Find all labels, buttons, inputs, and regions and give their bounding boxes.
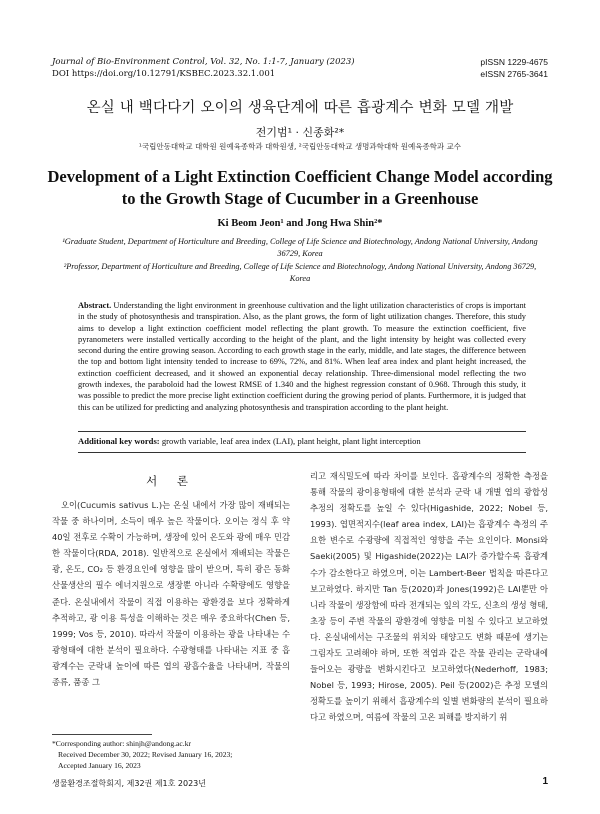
body-column-left — [52, 497, 290, 729]
introduction-heading: 서 론 — [146, 474, 196, 488]
keywords — [78, 436, 526, 446]
accepted-date: Accepted January 16, 2023 — [58, 761, 141, 770]
eissn: eISSN 2765-3641 — [480, 69, 548, 79]
issn-header — [480, 56, 548, 80]
intro-paragraph-right: 리고 재식밀도에 따라 차이를 보인다. 흡광계수의 정확한 측정을 통해 작물의 광이용형태에 대한 분석과 군락 내 개별 엽의 광합성 추정의 정확도를 높일 수 있다(Higashide, 2022; Nobel 등, 1993). 엽면적지수(leaf area index, LAI)는 흡광계수 측정의 주요한 변수로 수광량에 직접적인 영향을 주는 요인이다. Monsi와 Saeki(2005) 및 Higashide(2022)는 LAI가 증가할수록 흡광계수가 감소한다고 하였으며, 이는 Lambert-Beer 법칙을 따른다고 보고하였다. 하지만 Tan 등(2020)과 Jones(1992)은 LAI뿐만 아니라 작물이 생장함에 따라 전개되는 잎의 각도, 신초의 생성 형태, 초장 등이 주변 작물의 광환경에 영향을 미칠 수 있다고 보고하였다. 온실내에서는 구조물의 위치와 태양고도 변화 때문에 생기는 그림자도 고려해야 하며, 또한 적엽과 같은 작물 관리는 군락내에 들어오는 광량을 변화시킨다고 보고하였다(Nederhoff, 1983; Nobel 등, 1993; Hirose, 2005). Peil 등(2002)은 추정 모델의 정확도를 높이기 위해서 흡광계수의 일별 변화량의 분석이 필요하다고 하였으며, 여름에 작물의 고온 피해를 방지하기 위 — [310, 471, 548, 723]
abstract-text: Understanding the light environment in greenhouse cultivation and the light utilization characteristics of crops is important in the study of photosynthesis and transpiration. Also, as the plant grows, the form of light utilization changes. Therefore, this study aims to develop a light extinction coefficient model reflecting the plant growth. To measure the extinction coefficient, five pyranometers were installed vertically according to the height of the plant, and the light intensity by height was collected every second during the entire growing season. According to each growth stage in the early, middle, and late stages, the difference between the top and bottom light intensity tended to increase to 69%, 72%, and 81%. When leaf area index and plant height increased, the extinction coefficient decreased, and it showed an exponential decay relationship. Three-dimensional model reflecting the two growth indexes, the paraboloid had the lowest RMSE of 1.340 and the highest regression constant of 0.968. Through this study, it was possible to predict the more precise light extinction coefficient during the growing period of plants. Furthermore, it is judged that this can be utilized for predicting and analyzing photosynthesis and transpiration according to the plant height. — [78, 301, 526, 412]
english-title: Development of a Light Extinction Coefficient Change Model according to the Growth Stage of Cucumber in a Greenhouse — [47, 167, 553, 208]
received-dates: Received December 30, 2022; Revised January 16, 2023; — [58, 750, 233, 759]
keywords-bottom-rule — [78, 452, 526, 453]
abstract-label: Abstract. — [78, 301, 112, 310]
keywords-text: growth variable, leaf area index (LAI), plant height, plant light interception — [161, 436, 421, 446]
english-affiliations — [60, 236, 540, 286]
keywords-top-rule — [78, 431, 526, 432]
intro-paragraph-left: 오이(Cucumis sativus L.)는 온실 내에서 가장 많이 재배되는 작물 중 하나이며, 소득이 매우 높은 작물이다. 오이는 정식 후 약 40일 전후로 수확이 가능하며, 생장에 있어 온도와 광에 매우 민감한 작물이다(RDA, 2018). 일반적으로 온실에서 재배되는 작물은 광, 온도, CO₂ 등 환경요인에 영향을 많이 받으며, 특히 광은 동화산물생산의 필수 에너지원으로 생장뿐 아니라 수확량에도 영향을 준다. 온실내에서 작물이 직접 이용하는 광환경을 보다 정확하게 추적하고, 광 이용 특성을 이해하는 것은 매우 중요하다(Chen 등, 1999; Vos 등, 2010). 따라서 작물이 이용하는 광을 나타내는 수광형태에 대한 분석이 필요하다. 수광형태를 나타내는 지표 중 흡광계수는 군락내 높이에 따른 엽의 광흡수율을 나타내며, 작물의 종류, 품종 그 — [52, 500, 290, 688]
pissn: pISSN 1229-4675 — [480, 57, 548, 67]
journal-citation-header — [52, 56, 355, 80]
corresponding-author[interactable]: *Corresponding author: shinjh@andong.ac.kr — [52, 739, 192, 748]
body-column-right — [310, 468, 548, 768]
page-number: 1 — [542, 776, 548, 787]
footnote-rule — [52, 734, 152, 735]
doi-line[interactable]: DOI https://doi.org/10.12791/KSBEC.2023.32.1.001 — [52, 69, 276, 79]
footer-journal: 생물환경조절학회지, 제32권 제1호 2023년 — [52, 779, 206, 788]
korean-affiliations: ¹국립안동대학교 대학원 원예육종학과 대학원생, ²국립안동대학교 생명과학대학 원예육종학과 교수 — [138, 142, 462, 151]
affiliation-2: ²Professor, Department of Horticulture and Breeding, College of Life Science and Biotechnology, Andong National University, Andong 36729, Korea — [63, 262, 537, 283]
english-authors: Ki Beom Jeon¹ and Jong Hwa Shin²* — [217, 218, 383, 229]
korean-title: 온실 내 백다다기 오이의 생육단계에 따른 흡광계수 변화 모델 개발 — [86, 100, 514, 116]
footnote — [52, 738, 292, 771]
journal-line: Journal of Bio-Environment Control, Vol. 32, No. 1:1-7, January (2023) — [52, 57, 355, 67]
affiliation-1: ¹Graduate Student, Department of Horticulture and Breeding, College of Life Science and Biotechnology, Andong National University, Andong 36729, Korea — [62, 237, 538, 258]
keywords-label: Additional key words: — [78, 436, 160, 446]
korean-authors: 전기범¹ · 신종화²* — [255, 126, 345, 139]
abstract — [78, 300, 526, 413]
